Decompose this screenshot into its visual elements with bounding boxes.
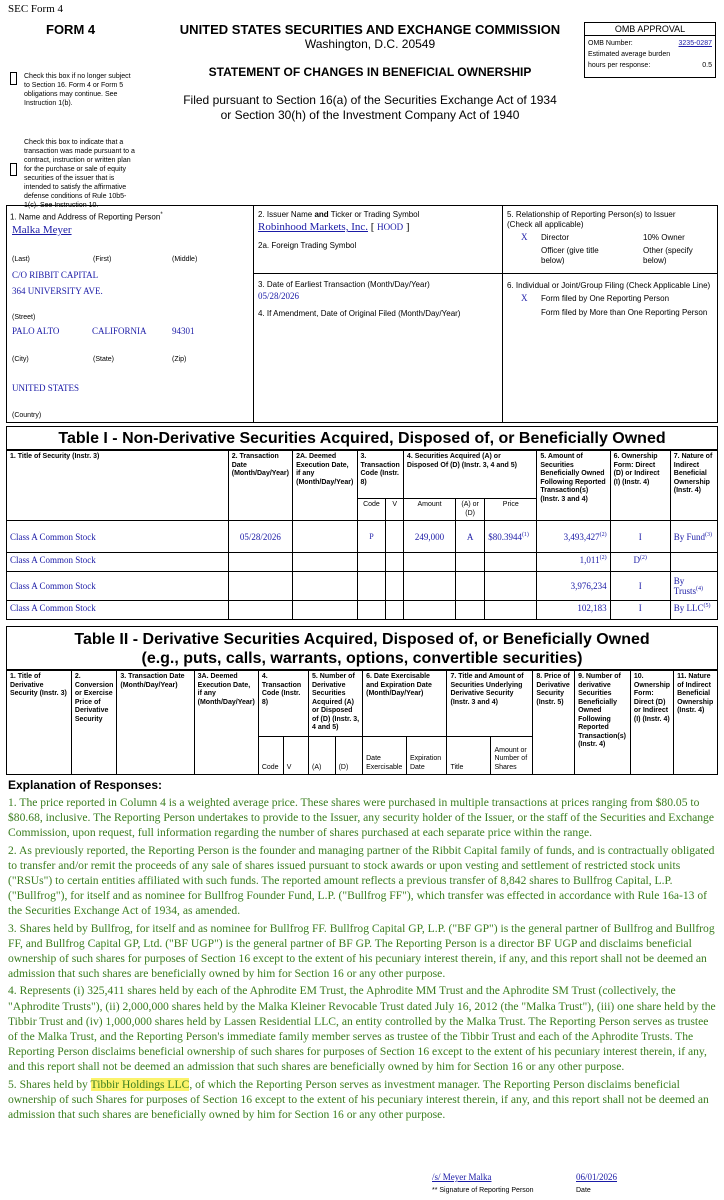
form-cell (610, 521, 670, 553)
no-longer-subject-checkbox[interactable] (10, 72, 17, 85)
footnote-3: 3. Shares held by Bullfrog, for itself and as nominee for Bullfrog FF. Bullfrog Capital GP, L.P. ("BF GP") is the general partner of Bullfrog and Bullfrog FF, and Bullfrog Capital GP, Ltd. ("BF UGP") is the general partner of BF GP. The Reporting Person is a director BF UGP and disclaims beneficial ownership of such shares for purposes of Section 16 except to the extent of his pecuniary interest therein, if any, and this report shall not be deemed an admission that such shares are beneficially owned by him for Section 16 or any other purpose. (8, 921, 715, 981)
table1-title: Table I - Non-Derivative Securities Acquired, Disposed of, or Beneficially Owned (6, 426, 718, 450)
t2-h-number: 5. Number of Derivative Securities Acquired (A) or Disposed of (D) (Instr. 3, 4 and 5) (309, 671, 363, 737)
shares-owned: 3,976,234 (570, 581, 607, 591)
acquired-or-disposed (456, 601, 485, 620)
price-footnote: (1) (521, 531, 529, 538)
city-label: (City) (12, 356, 29, 363)
t1-h-nature: 7. Nature of Indirect Beneficial Ownership (Instr. 4) (670, 451, 717, 521)
omb-title: OMB APPROVAL (585, 23, 715, 36)
table-row (7, 553, 718, 572)
reporting-person-star: * (160, 212, 163, 218)
table2 (6, 670, 718, 775)
omb-hours-value: 0.5 (702, 62, 712, 69)
deemed-date (293, 553, 357, 572)
share-price: $80.3944 (488, 531, 522, 542)
table2-title-line-2: (e.g., puts, calls, warrants, options, convertible securities) (141, 650, 583, 667)
ownership-nature: By Fund (673, 531, 706, 542)
t1-h-ownership-form: 6. Ownership Form: Direct (D) or Indirect (I) (Instr. 4) (610, 451, 670, 521)
agency-name: UNITED STATES SECURITIES AND EXCHANGE COMMISSION (179, 22, 561, 37)
issuer-line: Robinhood Markets, Inc. [ HOOD ] (258, 221, 410, 233)
issuer-label: 2. Issuer Name and Ticker or Trading Symbol (258, 210, 420, 219)
filing-type-label: 6. Individual or Joint/Group Filing (Check Applicable Line) (507, 281, 711, 290)
signature-label: ** Signature of Reporting Person (432, 1187, 534, 1194)
t2-s-expiration: Expiration Date (406, 737, 447, 775)
transaction-date (228, 553, 292, 572)
owned-cell (537, 572, 610, 601)
amendment-label: 4. If Amendment, Date of Original Filed (Month/Day/Year) (258, 309, 461, 318)
transaction-v (386, 521, 404, 553)
t1-h-date: 2. Transaction Date (Month/Day/Year) (228, 451, 292, 521)
t2-s-title: Title (447, 737, 491, 775)
one-person-label: Form filed by One Reporting Person (541, 294, 670, 303)
filed-line-1: Filed pursuant to Section 16(a) of the Securities Exchange Act of 1934 (183, 93, 557, 107)
transaction-code (357, 601, 386, 620)
officer-label: Officer (give title below) (541, 246, 599, 265)
earliest-transaction-date: 05/28/2026 (258, 291, 300, 301)
security-title: Class A Common Stock (7, 601, 229, 620)
reporting-person-name[interactable]: Malka Meyer (12, 224, 72, 236)
middle-label: (Middle) (172, 256, 198, 263)
t1-s-amount: Amount (403, 499, 455, 521)
t2-h-price: 8. Price of Derivative Security (Instr. 5) (533, 671, 575, 775)
nature-footnote: (3) (705, 531, 713, 538)
relationship-sub: (Check all applicable) (507, 220, 584, 229)
shares-amount (403, 553, 455, 572)
acquired-or-disposed (456, 572, 485, 601)
footnote-1: 1. The price reported in Column 4 is a weighted average price. These shares were purchased in multiple transactions at prices ranging from $80.05 to $80.68, inclusive. The Reporting Person undertakes to provide to the Issuer, any security holder of the Issuer, or the staff of the Securities and Exchange Commission, upon request, full information regarding the number of shares purchased at each separate price within the range. (8, 796, 715, 840)
t2-s-code: Code (258, 737, 283, 775)
foreign-symbol-label: 2a. Foreign Trading Symbol (258, 241, 357, 250)
t1-h-amount-owned: 5. Amount of Securities Beneficially Owned Following Reported Transaction(s) (Instr. 3 and 4) (537, 451, 610, 521)
shares-owned: 3,493,427 (563, 531, 600, 542)
date-label: Date (576, 1187, 591, 1194)
footnote-4: 4. Represents (i) 325,411 shares held by each of the Aphrodite EM Trust, the Aphrodite MM Trust and the Aphrodite SM Trust (collectively, the "Aphrodite Trusts"), (ii) 2,000,000 shares held by the Malka Kleiner Revocable Trust dated July 16, 2012 (the "Malka Trust"), (iii) one share held by the Tibbir Trust and (iv) 1,000,000 shares held by Lassen Residential LLC, an entity controlled by the Malka Trust. The Reporting Person serves as trustee of the Malka Trust, and the Reporting Person's immediate family member serves as trustee of the Tibbir Trust and each of the Aphrodite Trusts. The Reporting Person disclaims beneficial ownership of such shares for purposes of Section 16 except to the extent of his pecuniary interest therein, if any, and this report shall not be deemed an admission that such shares are beneficially owned by him for Section 16 or any other purpose. (8, 984, 716, 1074)
t1-h-acquired: 4. Securities Acquired (A) or Disposed Of (D) (Instr. 3, 4 and 5) (403, 451, 536, 499)
deemed-date (293, 521, 357, 553)
t2-h-exercisable: 6. Date Exercisable and Expiration Date (Month/Day/Year) (363, 671, 447, 737)
deemed-date (293, 572, 357, 601)
t2-h-conversion: 2. Conversion or Exercise Price of Derivative Security (71, 671, 117, 775)
nature-footnote: (4) (695, 586, 703, 592)
ownership-nature: By Trusts (673, 576, 696, 596)
owned-footnote: (2) (599, 555, 607, 561)
nature-cell (670, 601, 717, 620)
explanation-heading: Explanation of Responses: (8, 778, 163, 792)
signature-name (432, 1172, 491, 1182)
acquired-or-disposed (456, 553, 485, 572)
security-title: Class A Common Stock (7, 572, 229, 601)
ownership-form: I (638, 531, 642, 542)
signature-date[interactable]: 06/01/2026 (576, 1172, 618, 1182)
omb-hours-label: hours per response: (588, 62, 651, 69)
address-line-2: 364 UNIVERSITY AVE. (12, 286, 103, 296)
reporting-person-label: 1. Name and Address of Reporting Person (10, 212, 161, 222)
table2-title (6, 626, 718, 670)
omb-approval-box (584, 22, 716, 78)
t2-s-a: (A) (309, 737, 336, 775)
t2-s-v: V (283, 737, 308, 775)
form-title: FORM 4 (46, 22, 96, 37)
t1-s-v: V (386, 499, 404, 521)
highlighted-entity: Tibbir Holdings LLC (90, 1077, 190, 1091)
nature-cell (670, 521, 717, 553)
earliest-transaction-label: 3. Date of Earliest Transaction (Month/Day/Year) (258, 280, 430, 289)
t2-h-owned: 9. Number of derivative Securities Beneficially Owned Following Reported Transaction(s) (Instr. 4) (575, 671, 631, 775)
state-label: (State) (93, 356, 115, 363)
first-label: (First) (93, 256, 112, 263)
one-person-mark[interactable]: X (521, 293, 528, 303)
owned-footnote: (2) (599, 531, 607, 538)
t2-s-d: (D) (335, 737, 363, 775)
state-value: CALIFORNIA (92, 326, 147, 336)
transaction-code (357, 553, 386, 572)
t1-h-deemed: 2A. Deemed Execution Date, if any (Month/Day/Year) (293, 451, 357, 521)
ownership-form: I (638, 581, 642, 591)
sec-form-label: SEC Form 4 (8, 3, 64, 15)
table-row (7, 572, 718, 601)
rule-10b5-text: Check this box to indicate that a transaction was made pursuant to a contract, instruction or written plan for the purchase or sale of equity securities of the issuer that is intended to satisfy the affirmative defense conditions of Rule 10b5-1(c). See Instruction 10. (24, 139, 135, 209)
t2-s-amount: Amount or Number of Shares (491, 737, 533, 775)
nature-cell (670, 553, 717, 572)
transaction-date: 05/28/2026 (228, 521, 292, 553)
t2-h-deemed: 3A. Deemed Execution Date, if any (Month/Day/Year) (194, 671, 258, 775)
nature-footnote: (5) (703, 603, 711, 609)
ownership-form: I (638, 603, 642, 613)
zip-label: (Zip) (172, 356, 187, 363)
shares-owned: 1,011 (579, 555, 600, 565)
issuer-name-link[interactable]: Robinhood Markets, Inc. (258, 221, 368, 233)
ten-percent-owner-label: 10% Owner (643, 233, 685, 242)
t2-h-title: 1. Title of Derivative Security (Instr. 3) (7, 671, 72, 775)
omb-burden-label: Estimated average burden (588, 51, 671, 58)
country-value: UNITED STATES (12, 383, 80, 393)
t2-s-date-exercisable: Date Exercisable (363, 737, 407, 775)
signature-link[interactable]: /s/ Meyer Malka (432, 1172, 492, 1182)
transaction-v (386, 572, 404, 601)
shares-amount (403, 601, 455, 620)
owned-cell (537, 553, 610, 572)
relationship-label: 5. Relationship of Reporting Person(s) to Issuer (507, 210, 676, 219)
t1-h-code: 3. Transaction Code (Instr. 8) (357, 451, 403, 499)
price-cell (485, 572, 537, 601)
t1-h-title: 1. Title of Security (Instr. 3) (7, 451, 229, 521)
shares-owned: 102,183 (577, 603, 607, 613)
t2-h-code: 4. Transaction Code (Instr. 8) (258, 671, 308, 737)
owned-cell (537, 601, 610, 620)
omb-number-label: OMB Number: (588, 40, 633, 47)
security-title: Class A Common Stock (7, 521, 229, 553)
price-cell (485, 521, 537, 553)
table-row (7, 601, 718, 620)
t1-s-price: Price (485, 499, 537, 521)
t2-h-nature: 11. Nature of Indirect Beneficial Ownership (Instr. 4) (674, 671, 718, 775)
rule-10b5-checkbox[interactable] (10, 163, 17, 176)
table2-title-line-1: Table II - Derivative Securities Acquired, Disposed of, or Beneficially Owned (74, 631, 650, 648)
shares-amount (403, 572, 455, 601)
t2-h-date: 3. Transaction Date (Month/Day/Year) (117, 671, 194, 775)
other-label: Other (specify below) (643, 246, 693, 265)
ownership-nature: By LLC (673, 603, 704, 613)
price-cell (485, 553, 537, 572)
table-row (7, 521, 718, 553)
table1 (6, 450, 718, 620)
footnote-2: 2. As previously reported, the Reporting Person is the founder and managing partner of the Ribbit Capital family of funds, and is contractually obligated to transfer and/or remit the proceeds of any sale of shares issued pursuant to stock awards or upon vesting and settlement of restricted stock units ("RSUs") to certain entities affiliated with such funds. The reported amount reflects a previous transfer of 8,842 shares to Bullfrog Capital, L.P. ("Bullfrog"), for itself and as nominee for Bullfrog Founder Fund, L.P. ("Bullfrog FF"), which transfer was effected in accordance with Rule 16a-13 of the Securities Exchange Act of 1934, as amended. (8, 843, 715, 918)
no-longer-subject-text: Check this box if no longer subject to Section 16. Form 4 or Form 5 obligations may continue. See Instruction 1(b). (24, 73, 131, 107)
form-cell (610, 572, 670, 601)
nature-cell (670, 572, 717, 601)
t1-s-code: Code (357, 499, 386, 521)
director-label: Director (541, 233, 570, 242)
shares-amount: 249,000 (403, 521, 455, 553)
city-value: PALO ALTO (12, 326, 60, 336)
transaction-code: P (357, 521, 386, 553)
street-label: (Street) (12, 314, 36, 321)
transaction-code (357, 572, 386, 601)
transaction-date (228, 601, 292, 620)
filed-line-2: or Section 30(h) of the Investment Company Act of 1940 (220, 108, 520, 122)
transaction-v (386, 553, 404, 572)
statement-title: STATEMENT OF CHANGES IN BENEFICIAL OWNERSHIP (208, 65, 532, 79)
address-line-1: C/O RIBBIT CAPITAL (12, 270, 99, 280)
zip-value: 94301 (172, 326, 195, 336)
form-footnote: (2) (639, 555, 647, 561)
transaction-v (386, 601, 404, 620)
omb-number-value: 3235-0287 (678, 40, 712, 47)
deemed-date (293, 601, 357, 620)
acquired-or-disposed: A (456, 521, 485, 553)
security-title: Class A Common Stock (7, 553, 229, 572)
form-cell (610, 601, 670, 620)
price-cell (485, 601, 537, 620)
t1-s-aord: (A) or (D) (456, 499, 485, 521)
explanation-body (8, 795, 718, 1124)
last-label: (Last) (12, 256, 30, 263)
director-mark[interactable]: X (521, 232, 528, 242)
t2-h-underlying: 7. Title and Amount of Securities Underlying Derivative Security (Instr. 3 and 4) (447, 671, 533, 737)
transaction-date (228, 572, 292, 601)
more-persons-label: Form filed by More than One Reporting Person (541, 308, 708, 317)
owned-cell (537, 521, 610, 553)
ownership-form: D (633, 555, 640, 565)
ticker-symbol: HOOD (377, 222, 404, 232)
form-cell (610, 553, 670, 572)
footnote-5: 5. Shares held by Tibbir Holdings LLC, of which the Reporting Person serves as investment manager. The Reporting Person disclaims beneficial ownership of such Shares for purposes of Section 16 except to the extent of his pecuniary interest therein, if any, and this report shall not be deemed an admission that such shares are beneficially owned by him for Section 16 or any other purpose. (8, 1077, 709, 1122)
t2-h-form: 10. Ownership Form: Direct (D) or Indirect (I) (Instr. 4) (630, 671, 673, 775)
country-label: (Country) (12, 412, 42, 419)
agency-location: Washington, D.C. 20549 (304, 37, 436, 51)
signature-date-wrap (576, 1172, 617, 1182)
